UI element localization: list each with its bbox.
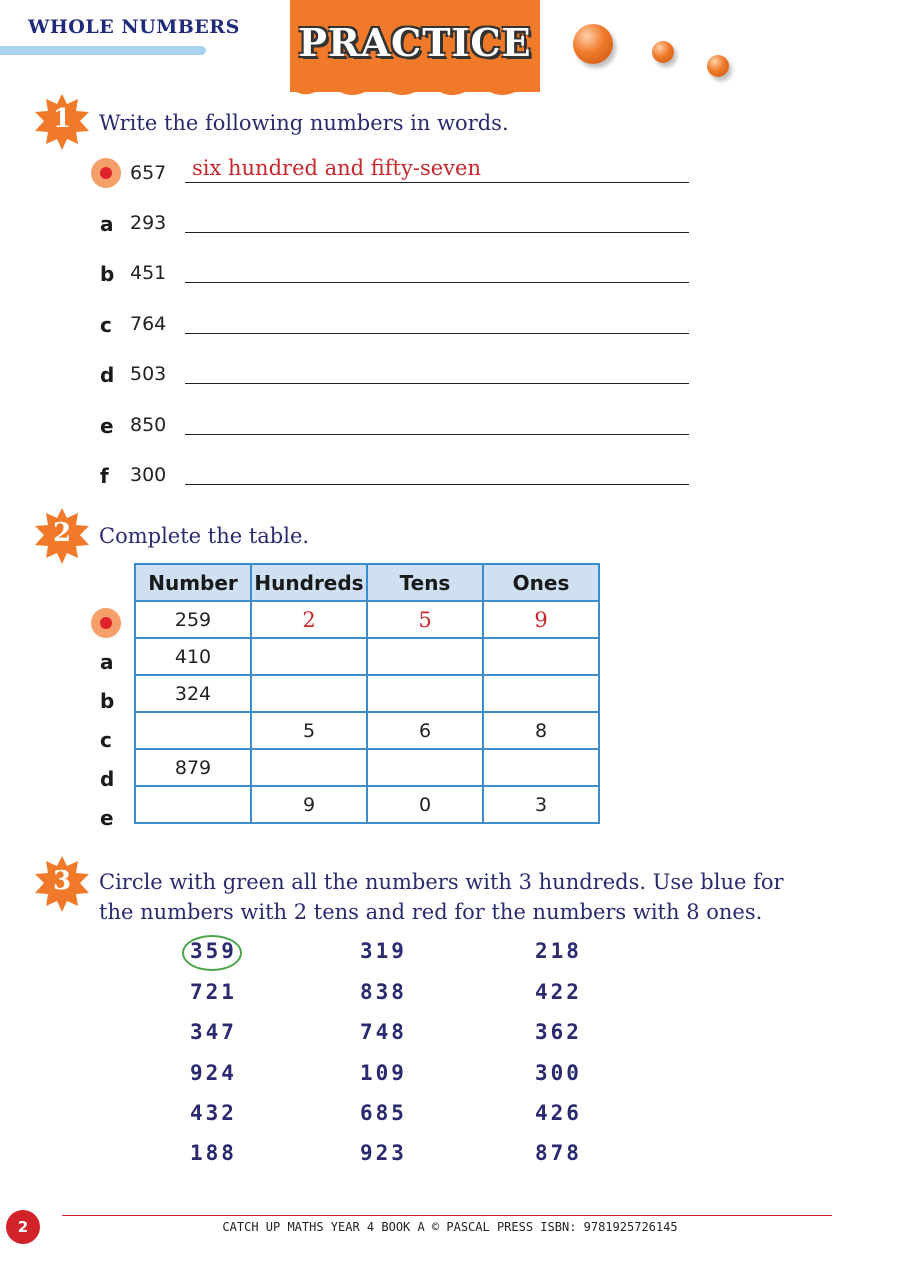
table-cell[interactable]: 5	[251, 712, 367, 749]
circle-number[interactable]: 109	[360, 1061, 407, 1085]
decorative-ball-large	[573, 24, 613, 64]
table-cell[interactable]	[251, 675, 367, 712]
table-cell[interactable]	[251, 638, 367, 675]
place-value-table	[134, 563, 600, 824]
circle-number[interactable]: 362	[535, 1020, 582, 1044]
question-3-instruction-line-2: the numbers with 2 tens and red for the numbers with 8 ones.	[99, 900, 763, 924]
circle-number[interactable]: 748	[360, 1020, 407, 1044]
table-cell[interactable]: 879	[135, 749, 251, 786]
table-cell[interactable]	[483, 749, 599, 786]
circle-number[interactable]: 685	[360, 1101, 407, 1125]
q1-answer-line[interactable]	[185, 383, 689, 384]
table-row	[135, 786, 599, 823]
question-1-number: 1	[52, 104, 72, 134]
practice-banner-text: PRACTICE	[298, 20, 532, 65]
q2-row-label: a	[100, 650, 114, 674]
table-header: Ones	[483, 564, 599, 601]
section-title: WHOLE NUMBERS	[28, 16, 240, 38]
table-row	[135, 675, 599, 712]
circle-number[interactable]: 359	[190, 939, 237, 963]
example-marker-icon	[91, 158, 121, 188]
q1-row-label: d	[100, 363, 115, 387]
q1-row-number: 300	[130, 464, 167, 486]
circle-number[interactable]: 924	[190, 1061, 237, 1085]
q1-answer-line[interactable]	[185, 333, 689, 334]
table-cell[interactable]	[251, 749, 367, 786]
q2-row-label: b	[100, 689, 115, 713]
circle-number[interactable]: 300	[535, 1061, 582, 1085]
decorative-ball-medium	[652, 41, 674, 63]
q1-answer-line[interactable]	[185, 484, 689, 485]
q1-row-number: 850	[130, 414, 167, 436]
table-header: Tens	[367, 564, 483, 601]
table-cell[interactable]: 3	[483, 786, 599, 823]
q1-row-number: 293	[130, 212, 167, 234]
table-cell[interactable]	[367, 638, 483, 675]
footer-credits: CATCH UP MATHS YEAR 4 BOOK A © PASCAL PRESS ISBN: 9781925726145	[222, 1220, 678, 1234]
table-cell[interactable]	[367, 749, 483, 786]
q1-example-answer-line	[185, 182, 689, 183]
q1-row-number: 503	[130, 363, 167, 385]
circle-number[interactable]: 188	[190, 1141, 237, 1165]
q1-row-number: 451	[130, 262, 167, 284]
table-row	[135, 749, 599, 786]
page-number: 2	[6, 1210, 40, 1244]
table-cell[interactable]	[483, 638, 599, 675]
table-answer-cell: 5	[367, 601, 483, 638]
circle-number[interactable]: 721	[190, 980, 237, 1004]
table-cell[interactable]: 6	[367, 712, 483, 749]
circle-number[interactable]: 923	[360, 1141, 407, 1165]
question-3-badge	[34, 856, 90, 912]
circle-number[interactable]: 218	[535, 939, 582, 963]
question-2-instruction: Complete the table.	[99, 524, 310, 548]
q1-example-number: 657	[130, 162, 167, 184]
table-cell[interactable]	[367, 675, 483, 712]
question-3-instruction-line-1: Circle with green all the numbers with 3 hundreds. Use blue for	[99, 870, 784, 894]
q1-row-label: f	[100, 464, 109, 488]
circle-number[interactable]: 347	[190, 1020, 237, 1044]
q1-row-label: b	[100, 262, 115, 286]
q1-answer-line[interactable]	[185, 434, 689, 435]
q1-row-label: e	[100, 414, 114, 438]
table-cell[interactable]: 0	[367, 786, 483, 823]
table-row	[135, 712, 599, 749]
table-cell[interactable]: 8	[483, 712, 599, 749]
table-cell[interactable]	[483, 675, 599, 712]
example-marker-icon	[91, 608, 121, 638]
table-answer-cell: 9	[483, 601, 599, 638]
circle-number[interactable]: 319	[360, 939, 407, 963]
table-answer-cell: 2	[251, 601, 367, 638]
question-2-badge	[34, 508, 90, 564]
q2-row-label: e	[100, 806, 114, 830]
circle-number[interactable]: 838	[360, 980, 407, 1004]
circle-number[interactable]: 432	[190, 1101, 237, 1125]
q1-answer-line[interactable]	[185, 282, 689, 283]
q1-row-label: c	[100, 313, 112, 337]
circle-number[interactable]: 878	[535, 1141, 582, 1165]
circle-number[interactable]: 422	[535, 980, 582, 1004]
q1-row-number: 764	[130, 313, 167, 335]
table-cell[interactable]	[135, 786, 251, 823]
section-title-underline	[0, 46, 206, 55]
decorative-ball-small	[707, 55, 729, 77]
table-cell[interactable]: 324	[135, 675, 251, 712]
table-cell[interactable]: 9	[251, 786, 367, 823]
question-3-number: 3	[52, 866, 72, 896]
table-example-row	[135, 601, 599, 638]
practice-banner	[290, 0, 540, 92]
footer-divider	[62, 1215, 832, 1216]
q1-answer-line[interactable]	[185, 232, 689, 233]
banner-wave-edge	[290, 88, 540, 98]
question-2-number: 2	[52, 518, 72, 548]
table-cell[interactable]	[135, 712, 251, 749]
table-header: Number	[135, 564, 251, 601]
table-row	[135, 638, 599, 675]
question-1-instruction: Write the following numbers in words.	[99, 111, 509, 135]
q2-row-label: c	[100, 728, 112, 752]
q1-row-label: a	[100, 212, 114, 236]
table-cell: 259	[135, 601, 251, 638]
table-cell[interactable]: 410	[135, 638, 251, 675]
table-header: Hundreds	[251, 564, 367, 601]
question-1-badge	[34, 94, 90, 150]
q1-example-answer: six hundred and fifty-seven	[192, 156, 481, 180]
circle-number[interactable]: 426	[535, 1101, 582, 1125]
q2-row-label: d	[100, 767, 115, 791]
table-header-row	[135, 564, 599, 601]
